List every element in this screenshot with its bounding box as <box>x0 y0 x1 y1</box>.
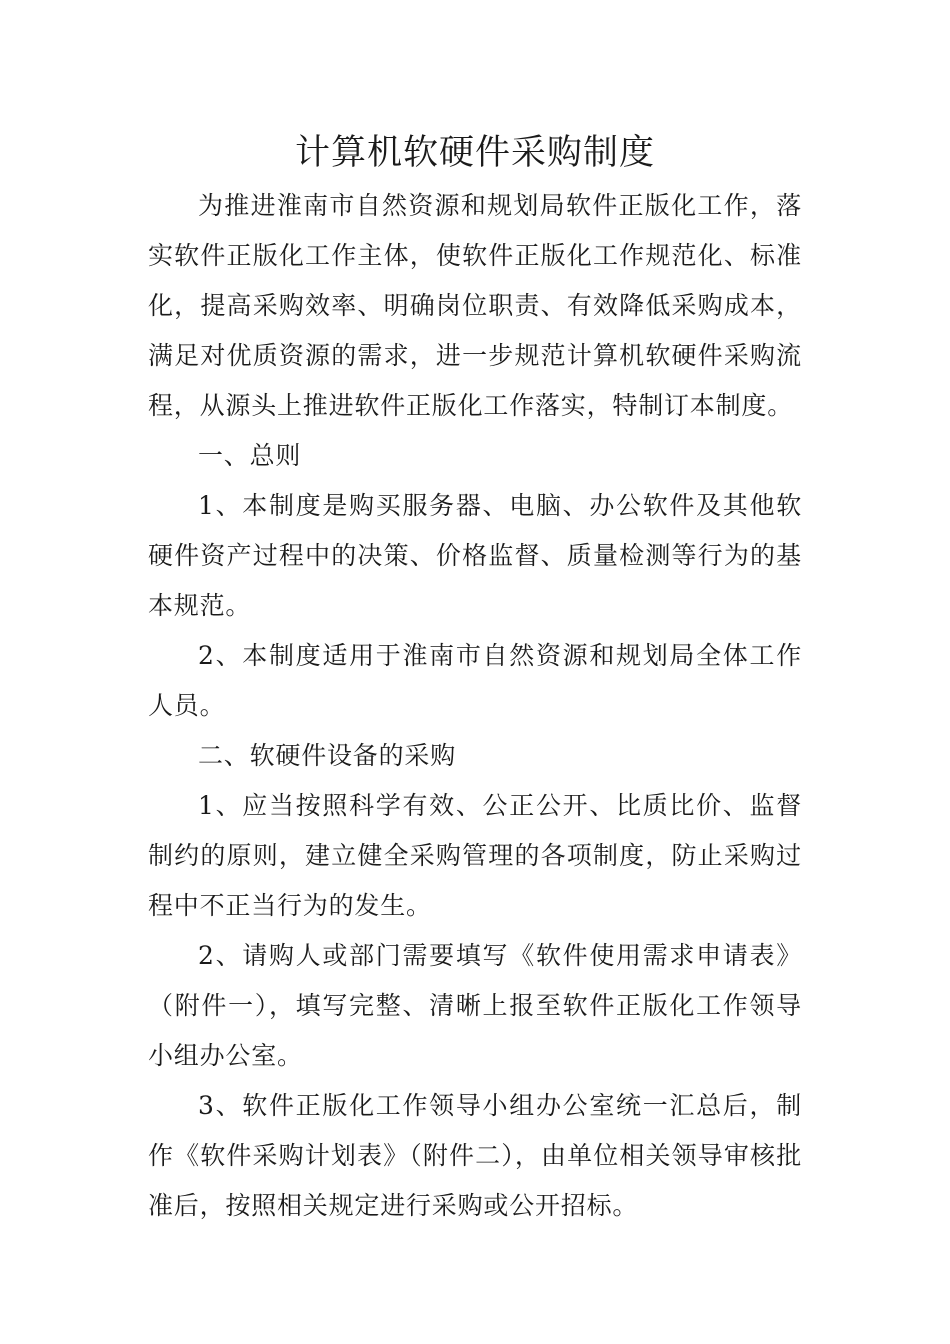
document-title: 计算机软硬件采购制度 <box>294 133 655 173</box>
intro-paragraph: 为推进淮南市自然资源和规划局软件正版化工作，落实软件正版化工作主体，使软件正版化工作规范化、标准化，提高采购效率、明确岗位职责、有效降低采购成本，满足对优质资源的需求，进一步规范计算机软硬件采购流程，从源头上推进软件正版化工作落实，特制订本制度。 <box>148 191 802 420</box>
section-2-item-3: 3、软件正版化工作领导小组办公室统一汇总后，制作《软件采购计划表》（附件二），由单位相关领导审核批准后，按照相关规定进行采购或公开招标。 <box>148 1091 802 1220</box>
section-2-item-2: 2、请购人或部门需要填写《软件使用需求申请表》（附件一），填写完整、清晰上报至软件正版化工作领导小组办公室。 <box>148 941 802 1070</box>
section-2-heading: 二、软硬件设备的采购 <box>198 741 457 770</box>
section-2-item-1: 1、应当按照科学有效、公正公开、比质比价、监督制约的原则，建立健全采购管理的各项制度，防止采购过程中不正当行为的发生。 <box>148 791 802 920</box>
section-1-heading: 一、总则 <box>198 441 302 470</box>
document-page <box>148 125 802 1231</box>
section-1-item-1: 1、本制度是购买服务器、电脑、办公软件及其他软硬件资产过程中的决策、价格监督、质量检测等行为的基本规范。 <box>148 491 802 620</box>
section-1-item-2: 2、本制度适用于淮南市自然资源和规划局全体工作人员。 <box>148 641 802 720</box>
